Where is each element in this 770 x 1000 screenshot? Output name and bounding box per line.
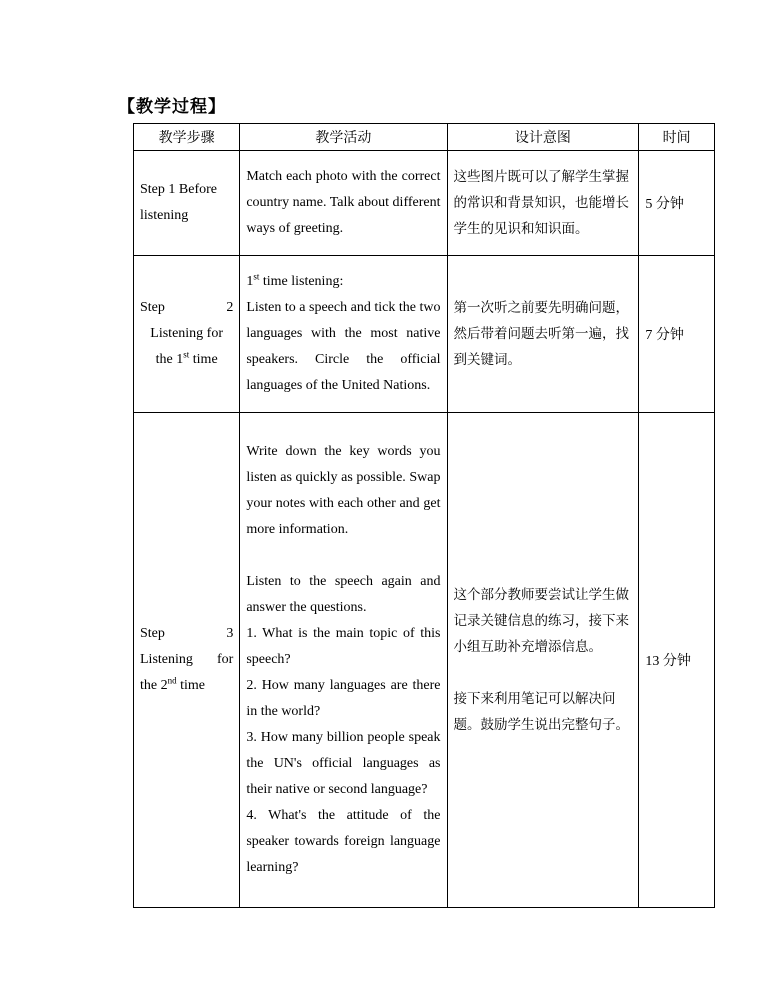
- intent-text: 这些图片既可以了解学生掌握的常识和背景知识，也能增长学生的见识和知识面。: [453, 169, 629, 237]
- step-label-line2: Listening: [140, 652, 193, 667]
- header-activity: 教学活动: [240, 124, 447, 151]
- step-label: Step 1 Before: [140, 182, 217, 197]
- time-text: 5 分钟: [645, 197, 684, 212]
- step-cell: [134, 413, 240, 908]
- question-item: 1. What is the main topic of this speech?: [246, 626, 441, 667]
- activity-cell: [240, 151, 447, 256]
- time-cell: [639, 256, 715, 413]
- teaching-process-table: [133, 123, 715, 908]
- time-cell: [639, 151, 715, 256]
- header-step: 教学步骤: [134, 124, 240, 151]
- header-time: 时间: [639, 124, 715, 151]
- time-cell: [639, 413, 715, 908]
- question-item: 2. How many languages are there in the world?: [246, 678, 441, 719]
- section-title: 【教学过程】: [118, 97, 226, 117]
- step-label-line2: Listening for: [150, 326, 224, 341]
- header-intent: 设计意图: [447, 124, 639, 151]
- activity-text: Listen to a speech and tick the two languages with the most native speakers. Circle the official languages of the United Nations.: [246, 300, 441, 393]
- table-row: [134, 151, 715, 256]
- step-cell: [134, 151, 240, 256]
- activity-cell: [240, 413, 447, 908]
- activity-paragraph: Listen to the speech again and answer the questions.: [246, 574, 441, 615]
- intent-cell: [447, 256, 639, 413]
- time-text: 7 分钟: [645, 328, 684, 343]
- step-label-line3: the 1st time: [155, 349, 218, 367]
- table-row: [134, 413, 715, 908]
- step-number: 3: [226, 626, 234, 641]
- intent-paragraph: 这个部分教师要尝试让学生做记录关键信息的练习，接下来小组互助补充增添信息。: [453, 587, 629, 655]
- step-number: 2: [226, 300, 234, 315]
- step-label: Step: [140, 300, 165, 315]
- activity-cell: [240, 256, 447, 413]
- step-label-line2: listening: [140, 208, 189, 223]
- intent-text: 第一次听之前要先明确问题，然后带着问题去听第一遍，找到关键词。: [453, 300, 629, 368]
- step-label: Step: [140, 626, 165, 641]
- question-item: 4. What's the attitude of the speaker towards foreign language learning?: [246, 808, 441, 875]
- step-cell: [134, 256, 240, 413]
- intent-cell: [447, 151, 639, 256]
- intent-paragraph: 接下来利用笔记可以解决问题。鼓励学生说出完整句子。: [453, 691, 629, 733]
- table-header-row: [134, 124, 715, 151]
- step-label-line3: the 2nd time: [140, 675, 205, 693]
- activity-heading: 1st time listening:: [246, 271, 344, 289]
- activity-text: Match each photo with the correct country name. Talk about different ways of greeting.: [246, 169, 441, 236]
- time-text: 13 分钟: [645, 654, 691, 669]
- intent-cell: [447, 413, 639, 908]
- question-item: 3. How many billion people speak the UN's official languages as their native or second language?: [246, 730, 441, 797]
- table-row: [134, 256, 715, 413]
- step-label-line2-end: for: [217, 652, 234, 667]
- activity-paragraph: Write down the key words you listen as quickly as possible. Swap your notes with each other and get more information.: [246, 444, 441, 537]
